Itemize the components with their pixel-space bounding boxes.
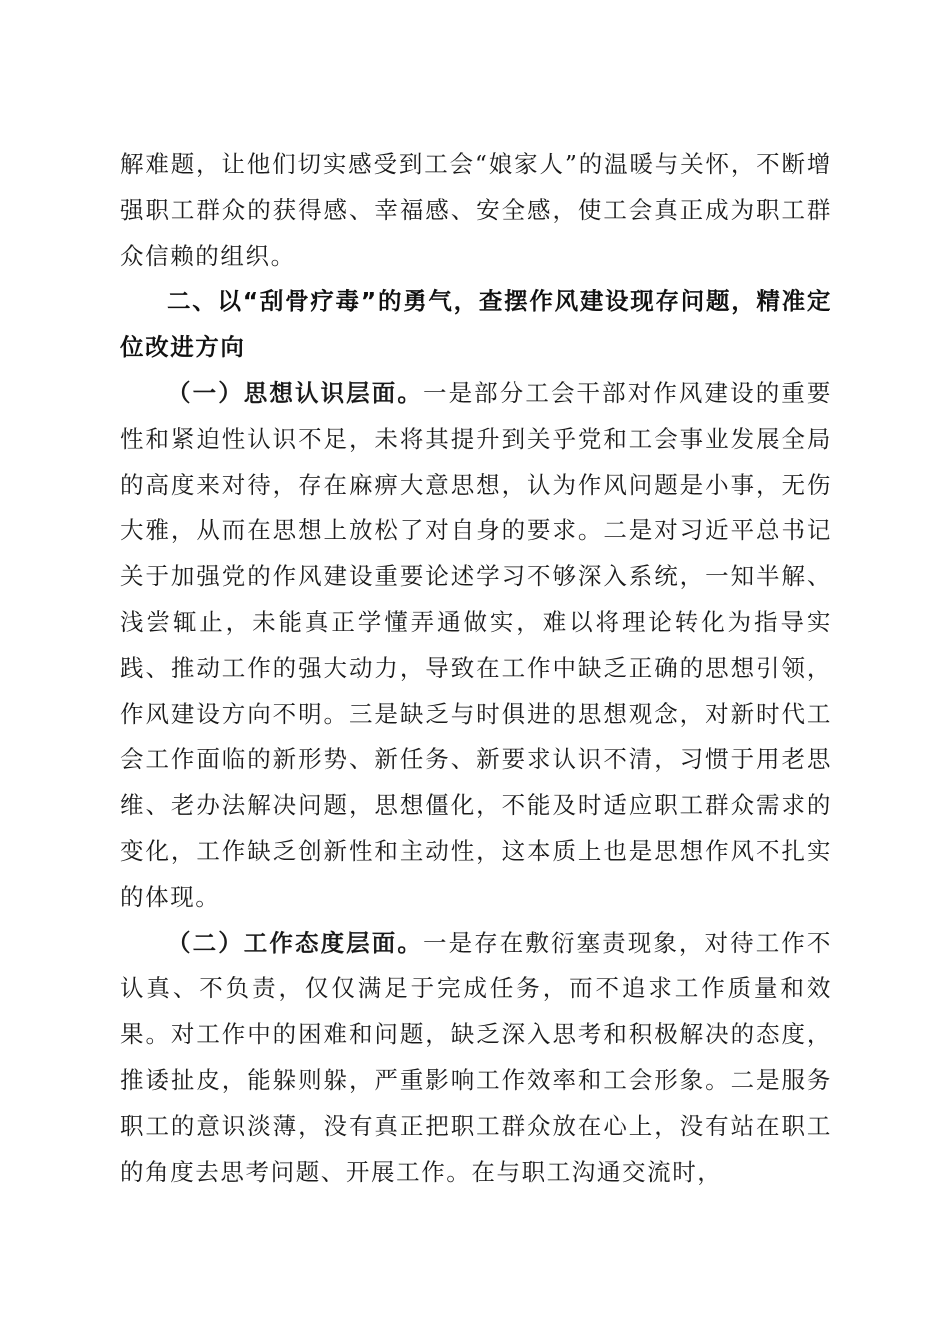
section-heading: 二、以“刮骨疗毒”的勇气，查摆作风建设现存问题，精准定位改进方向 (120, 287, 832, 362)
paragraph-continuation: 解难题，让他们切实感受到工会“娘家人”的温暖与关怀，不断增强职工群众的获得感、幸福感、安全感，使工会真正成为职工群众信赖的组织。 (120, 150, 832, 270)
document-page (120, 142, 832, 1195)
section-2-paragraph (120, 921, 832, 1196)
section-2-body: 一是存在敷衍塞责现象，对待工作不认真、不负责，仅仅满足于完成任务，而不追求工作质量和效果。对工作中的困难和问题，缺乏深入思考和积极解决的态度，推诿扯皮，能躲则躲，严重影响工作效率和工会形象。二是服务职工的意识淡薄，没有真正把职工群众放在心上，没有站在职工的角度去思考问题、开展工作。在与职工沟通交流时， (120, 928, 833, 1186)
section-1-title: （一）思想认识层面。 (167, 378, 423, 407)
section-2-title: （二）工作态度层面。 (167, 928, 423, 957)
section-1-paragraph (120, 371, 832, 921)
section-1-body: 一是部分工会干部对作风建设的重要性和紧迫性认识不足，未将其提升到关乎党和工会事业发展全局的高度来对待，存在麻痹大意思想，认为作风问题是小事，无伤大雅，从而在思想上放松了对自身的要求。二是对习近平总书记关于加强党的作风建设重要论述学习不够深入系统，一知半解、浅尝辄止，未能真正学懂弄通做实，难以将理论转化为指导实践、推动工作的强大动力，导致在工作中缺乏正确的思想引领，作风建设方向不明。三是缺乏与时俱进的思想观念，对新时代工会工作面临的新形势、新任务、新要求认识不清，习惯于用老思维、老办法解决问题，思想僵化，不能及时适应职工群众需求的变化，工作缺乏创新性和主动性，这本质上也是思想作风不扎实的体现。 (120, 378, 833, 911)
